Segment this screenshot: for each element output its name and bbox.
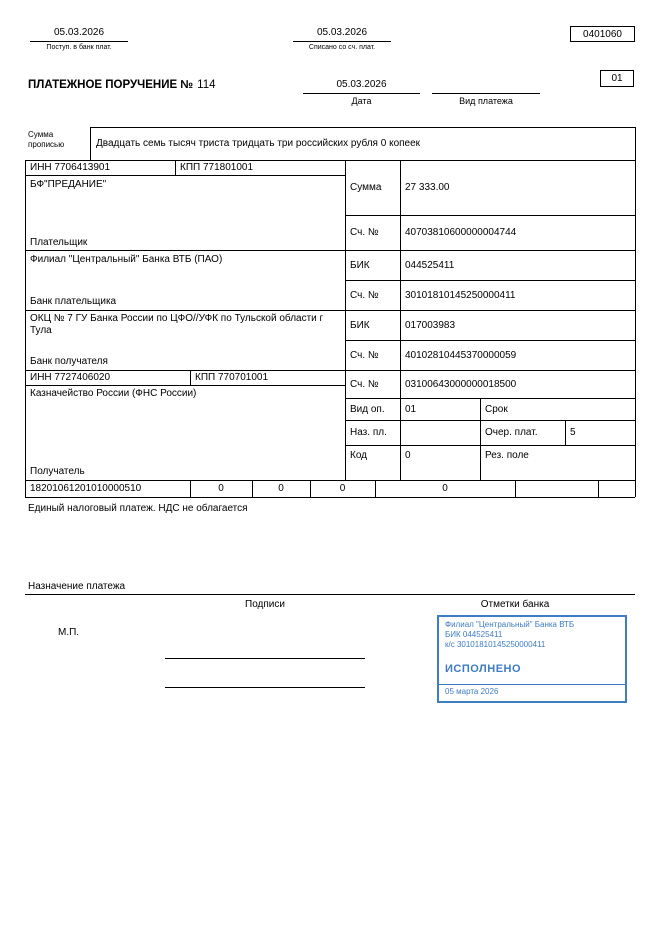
payee-bank-bik-value: 017003983 [405,319,456,331]
payer-bank-bik-label: БИК [350,259,370,271]
stamp-place-label: М.П. [58,627,80,638]
signature-line-2 [165,687,365,688]
op-kind-value: 01 [405,403,417,415]
stamp-bik: БИК 044525411 [445,630,503,639]
payer-bank-section-label: Банк плательщика [30,296,117,307]
payee-account-value: 03100643000000018500 [405,378,517,390]
stamp-divider-line [439,684,625,685]
grid-line [25,160,26,497]
tax-field-7 [598,480,635,497]
reserve-field-label: Рез. поле [485,450,529,461]
purpose-rule-line [25,594,635,595]
date-received-underline [30,41,128,42]
payee-bank-bik-label: БИК [350,319,370,331]
payee-account-label: Сч. № [350,378,379,390]
bank-stamp [437,615,627,703]
grid-line [190,370,191,385]
payee-bank-section-label: Банк получателя [30,356,108,367]
amount-words-label [28,130,64,151]
payer-kpp: КПП 771801001 [180,162,254,173]
payment-kind-underline [432,93,540,94]
grid-line [25,385,345,386]
payer-section-label: Плательщик [30,237,88,248]
stamp-bank-name: Филиал "Центральный" Банка ВТБ [445,620,575,629]
payee-bank-name: ОКЦ № 7 ГУ Банка России по ЦФО//УФК по Тульской области г Тула [30,313,324,336]
payee-name: Казначейство России (ФНС России) [30,388,197,399]
date-debited-value: 05.03.2026 [316,27,368,38]
purpose-label: Назначение платежа [28,581,126,592]
date-received-label: Поступ. в банк плат. [46,44,112,51]
payee-bank-account-value: 40102810445370000059 [405,349,517,361]
stamp-status: ИСПОЛНЕНО [445,663,522,675]
priority-label: Очер. плат. [485,427,538,438]
amount-words-value: Двадцать семь тысяч триста тридцать три российских рубля 0 копеек [96,138,421,149]
payee-kpp: КПП 770701001 [195,372,269,383]
payee-inn: ИНН 7727406020 [30,372,111,383]
payer-bank-bik-value: 044525411 [405,259,455,271]
doc-date-label: Дата [351,96,372,106]
form-code: 0401060 [583,28,622,40]
date-debited-label: Списано со сч. плат. [308,44,376,51]
grid-line [175,160,176,175]
doc-date-value: 05.03.2026 [336,79,387,90]
tax-field-6 [515,480,598,497]
doc-number: 114 [197,79,216,91]
doc-date-underline [303,93,420,94]
code-value: 0 [405,450,411,461]
tax-field-2: 0 [218,483,224,494]
doc-title [28,79,216,93]
stamp-corr-account: к/с 30101810145250000411 [445,640,546,649]
grid-line [635,127,636,497]
status-code-box [600,70,634,87]
date-debited-underline [293,41,391,42]
pay-purpose-label: Наз. пл. [350,427,387,438]
payer-bank-name: Филиал "Центральный" Банка ВТБ (ПАО) [30,254,223,265]
tax-field-4: 0 [339,483,346,494]
payer-account-value: 40703810600000004744 [405,227,517,238]
purpose-text: Единый налоговый платеж. НДС не облагается [28,503,248,514]
payment-kind-label: Вид платежа [459,96,513,106]
priority-value: 5 [570,427,576,438]
date-received-value: 05.03.2026 [53,27,105,38]
amount-words-label-line1: Сумма [28,130,54,139]
grid-line [90,127,91,160]
amount-words-label-line2: прописью [28,140,65,150]
tax-field-5: 0 [442,483,448,494]
term-label: Срок [485,403,508,415]
stamp-date: 05 марта 2026 [445,687,499,696]
op-kind-label: Вид оп. [350,403,385,415]
payer-name: БФ"ПРЕДАНИЕ" [30,179,107,190]
status-code: 01 [611,73,623,84]
payer-account-label: Сч. № [350,227,379,238]
signatures-label: Подписи [245,599,285,610]
code-label: Код [350,450,368,461]
amount-value: 27 333.00 [405,182,450,193]
signature-line-1 [165,658,365,659]
grid-line [25,175,345,176]
payee-section-label: Получатель [30,466,85,477]
grid-line [90,127,635,128]
grid-line [25,497,635,498]
payer-bank-account-value: 30101810145250000411 [405,289,516,301]
bank-marks-label: Отметки банка [480,599,550,610]
doc-title-text: ПЛАТЕЖНОЕ ПОРУЧЕНИЕ № [28,79,194,91]
payer-bank-account-label: Сч. № [350,289,379,301]
amount-label: Сумма [350,182,382,193]
payer-inn: ИНН 7706413901 [30,162,111,173]
tax-field-kbk: 18201061201010000510 [30,483,142,494]
form-code-box [570,26,635,42]
payee-bank-account-label: Сч. № [350,349,379,361]
tax-field-3: 0 [278,483,284,494]
